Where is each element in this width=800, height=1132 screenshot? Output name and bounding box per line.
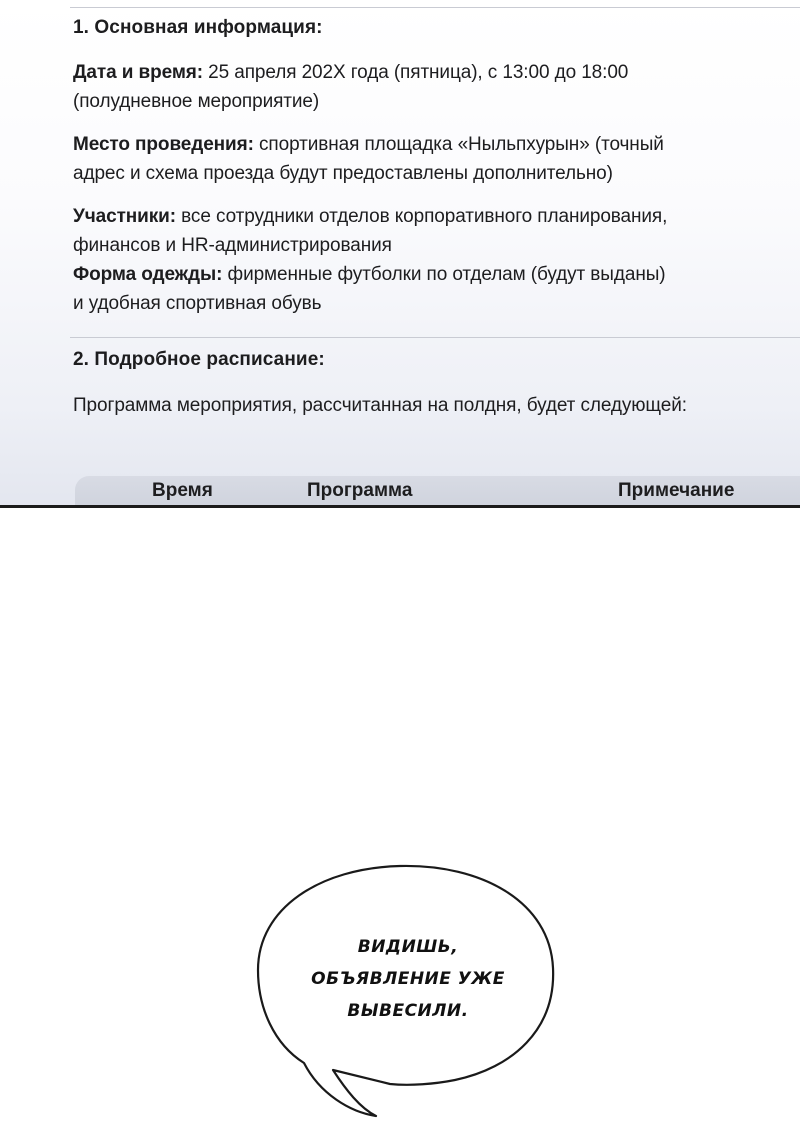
place-note: адрес и схема проезда будут предоставлены дополнительно) [73,163,613,184]
speech-line-2: ОБЪЯВЛЕНИЕ УЖЕ [311,969,505,989]
top-divider [70,7,800,8]
dress-value: фирменные футболки по отделам (будут выданы) [222,264,666,285]
date-value: 25 апреля 202X года (пятница), с 13:00 до 18:00 [202,62,629,83]
place-value: спортивная площадка «Ныльпхурын» (точный [253,134,664,155]
speech-bubble-text [268,931,548,1027]
participants-paragraph [73,202,773,318]
dress-label: Форма одежды: [73,264,223,285]
dress-continued: и удобная спортивная обувь [73,293,322,314]
speech-line-1: ВИДИШЬ, [357,937,459,957]
date-note: (полудневное мероприятие) [73,91,320,112]
participants-continued: финансов и HR-администрирования [73,235,392,256]
participants-value: все сотрудники отделов корпоративного планирования, [175,206,668,227]
place-label: Место проведения: [73,134,254,155]
date-label: Дата и время: [73,62,203,83]
column-header-note: Примечание [618,480,735,501]
participants-label: Участники: [73,206,176,227]
column-header-time: Время [152,480,213,501]
section-divider [70,337,800,338]
announcement-document [0,0,800,508]
column-header-program: Программа [307,480,413,501]
section-2-title: 2. Подробное расписание: [73,349,325,370]
place-paragraph [73,130,773,188]
speech-line-3: ВЫВЕСИЛИ. [347,1001,469,1021]
section-1-title: 1. Основная информация: [73,17,323,38]
schedule-intro: Программа мероприятия, рассчитанная на полдня, будет следующей: [73,395,687,416]
date-paragraph [73,58,773,116]
